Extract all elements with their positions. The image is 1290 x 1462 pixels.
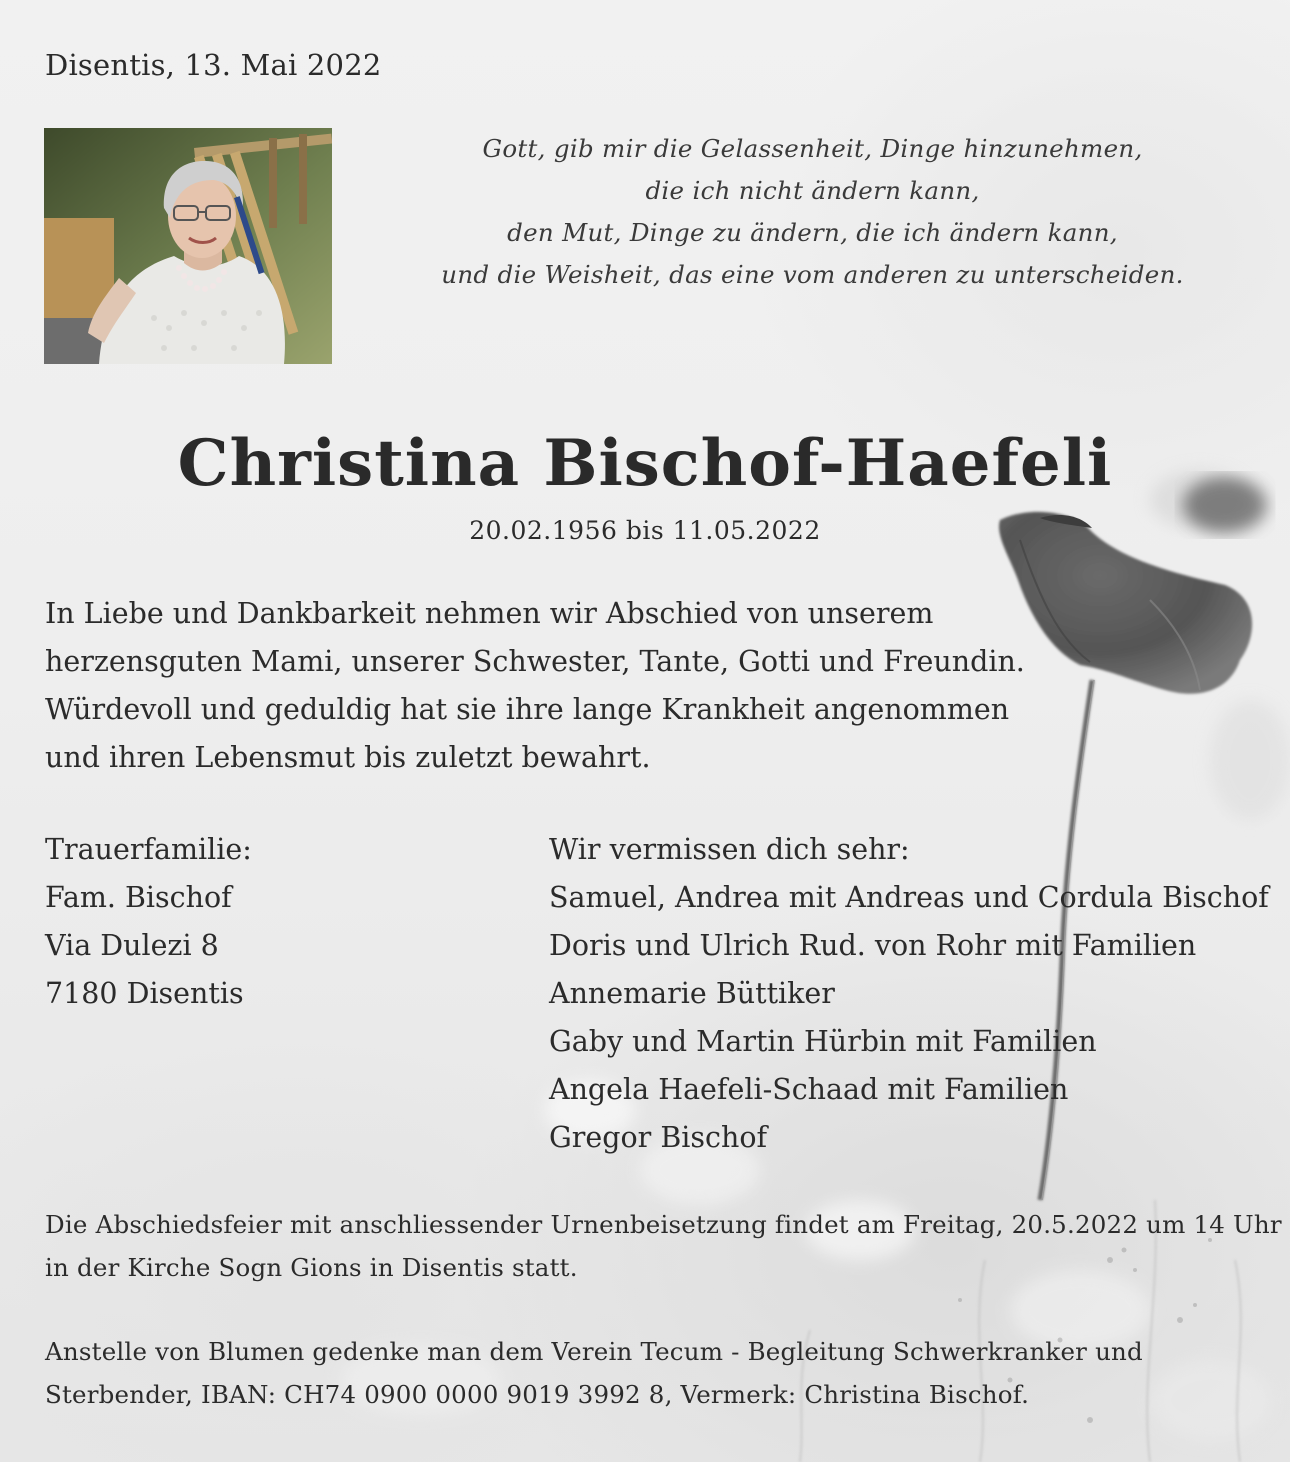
mourners-line: Doris und Ulrich Rud. von Rohr mit Familien xyxy=(549,929,1197,962)
family-address-line: Fam. Bischof xyxy=(45,881,232,914)
intro-line: und ihren Lebensmut bis zuletzt bewahrt. xyxy=(45,741,651,774)
family-address-line: Trauerfamilie: xyxy=(45,833,252,866)
quote-line: den Mut, Dinge zu ändern, die ich ändern kann, xyxy=(507,218,1118,247)
family-address-line: 7180 Disentis xyxy=(45,977,244,1010)
mourners-line: Angela Haefeli-Schaad mit Familien xyxy=(549,1073,1069,1106)
quote-line: und die Weisheit, das eine vom anderen zu unterscheiden. xyxy=(441,260,1184,289)
intro-paragraph xyxy=(45,590,1025,782)
mourners-line: Gaby und Martin Hürbin mit Familien xyxy=(549,1025,1097,1058)
serenity-prayer-quote xyxy=(400,128,1225,296)
mourners-line: Samuel, Andrea mit Andreas und Cordula Bischof xyxy=(549,881,1269,914)
family-address-line: Via Dulezi 8 xyxy=(45,929,219,962)
ceremony-line: Die Abschiedsfeier mit anschliessender Urnenbeisetzung findet am Freitag, 20.5.2022 um 14 Uhr xyxy=(45,1210,1282,1239)
deceased-name: Christina Bischof-Haefeli xyxy=(177,426,1113,501)
donation-line: Anstelle von Blumen gedenke man dem Verein Tecum - Begleitung Schwerkranker und xyxy=(45,1337,1143,1366)
mourners-line: Annemarie Büttiker xyxy=(549,977,835,1010)
intro-line: herzensguten Mami, unserer Schwester, Tante, Gotti und Freundin. xyxy=(45,645,1025,678)
family-address xyxy=(45,826,252,1018)
ceremony-line: in der Kirche Sogn Gions in Disentis statt. xyxy=(45,1253,578,1282)
quote-line: Gott, gib mir die Gelassenheit, Dinge hinzunehmen, xyxy=(482,134,1143,163)
portrait-photo xyxy=(44,128,332,364)
life-dates: 20.02.1956 bis 11.05.2022 xyxy=(469,516,821,545)
donation-line: Sterbender, IBAN: CH74 0900 0000 9019 3992 8, Vermerk: Christina Bischof. xyxy=(45,1380,1030,1409)
mourners-line: Gregor Bischof xyxy=(549,1121,768,1154)
ceremony-notice xyxy=(45,1203,1282,1289)
mourners-list xyxy=(549,826,1269,1162)
place-date: Disentis, 13. Mai 2022 xyxy=(45,48,382,82)
mourners-line: Wir vermissen dich sehr: xyxy=(549,833,910,866)
intro-line: Würdevoll und geduldig hat sie ihre lange Krankheit angenommen xyxy=(45,693,1010,726)
intro-line: In Liebe und Dankbarkeit nehmen wir Abschied von unserem xyxy=(45,597,934,630)
donation-notice xyxy=(45,1330,1255,1416)
quote-line: die ich nicht ändern kann, xyxy=(645,176,980,205)
